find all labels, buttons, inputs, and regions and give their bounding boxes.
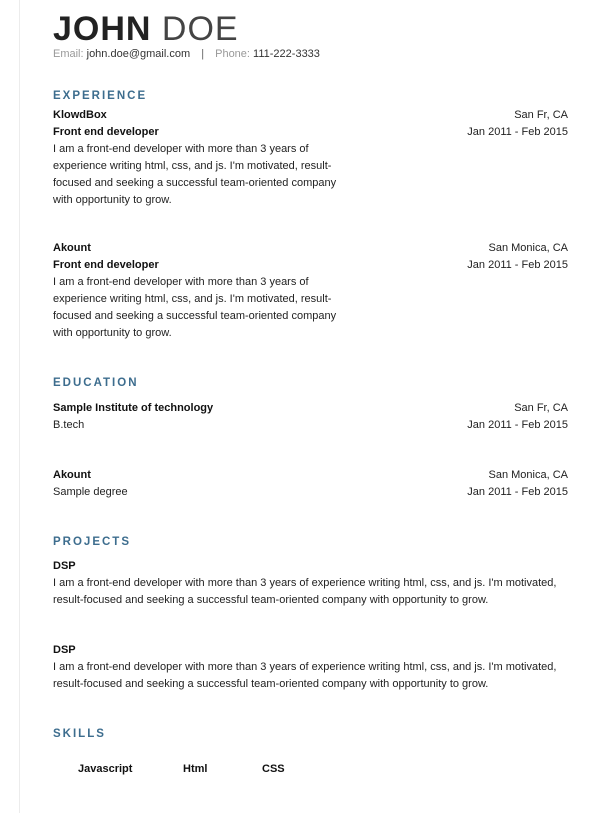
education-dates: Jan 2011 - Feb 2015 [467, 419, 568, 431]
skills-list [53, 762, 568, 776]
education-dates: Jan 2011 - Feb 2015 [467, 486, 568, 498]
experience-section-title: EXPERIENCE [53, 90, 148, 102]
page-border [19, 0, 20, 813]
email-label: Email: [53, 48, 84, 60]
experience-description: I am a front-end developer with more than 3 years of experience writing html, css, and js. I'm motivated, result-focused and seeking a successful team-oriented company with opportunity to grow. [53, 143, 337, 206]
education-school: Sample Institute of technology [53, 402, 214, 414]
phone-link[interactable]: 111-222-3333 [253, 48, 320, 60]
skill-item: Html [183, 763, 208, 775]
education-item [53, 400, 568, 434]
skill-item: CSS [262, 763, 285, 775]
experience-location: San Monica, CA [488, 242, 568, 254]
education-section-title: EDUCATION [53, 377, 139, 389]
last-name: DOE [161, 10, 239, 48]
project-description: I am a front-end developer with more than 3 years of experience writing html, css, and js. I'm motivated, result-focused and seeking a successful team-oriented company with opportunity to grow. [53, 577, 557, 606]
skill-item: Javascript [78, 763, 133, 775]
project-name: DSP [53, 560, 76, 572]
project-item [53, 558, 568, 609]
skills-section-title: SKILLS [53, 728, 106, 740]
experience-location: San Fr, CA [514, 109, 568, 121]
experience-item [53, 240, 568, 342]
education-degree: Sample degree [53, 486, 128, 498]
candidate-name [53, 12, 568, 46]
projects-section-title: PROJECTS [53, 536, 131, 548]
education-school: Akount [53, 469, 91, 481]
contact-separator: | [201, 48, 205, 60]
experience-dates: Jan 2011 - Feb 2015 [467, 259, 568, 271]
experience-company: Akount [53, 242, 91, 254]
project-description: I am a front-end developer with more than 3 years of experience writing html, css, and js. I'm motivated, result-focused and seeking a successful team-oriented company with opportunity to grow. [53, 661, 557, 690]
education-location: San Fr, CA [514, 402, 568, 414]
phone-label: Phone: [215, 48, 250, 60]
contact-line [53, 47, 568, 61]
experience-company: KlowdBox [53, 109, 107, 121]
project-name: DSP [53, 644, 76, 656]
first-name: JOHN [53, 10, 152, 48]
experience-role: Front end developer [53, 126, 159, 138]
education-item [53, 467, 568, 501]
experience-description: I am a front-end developer with more than 3 years of experience writing html, css, and js. I'm motivated, result-focused and seeking a successful team-oriented company with opportunity to grow. [53, 276, 337, 339]
email-link[interactable]: john.doe@gmail.com [86, 48, 191, 60]
education-degree: B.tech [53, 419, 85, 431]
project-item [53, 642, 568, 693]
education-location: San Monica, CA [488, 469, 568, 481]
experience-dates: Jan 2011 - Feb 2015 [467, 126, 568, 138]
experience-item [53, 107, 568, 209]
experience-role: Front end developer [53, 259, 159, 271]
resume [53, 12, 568, 776]
